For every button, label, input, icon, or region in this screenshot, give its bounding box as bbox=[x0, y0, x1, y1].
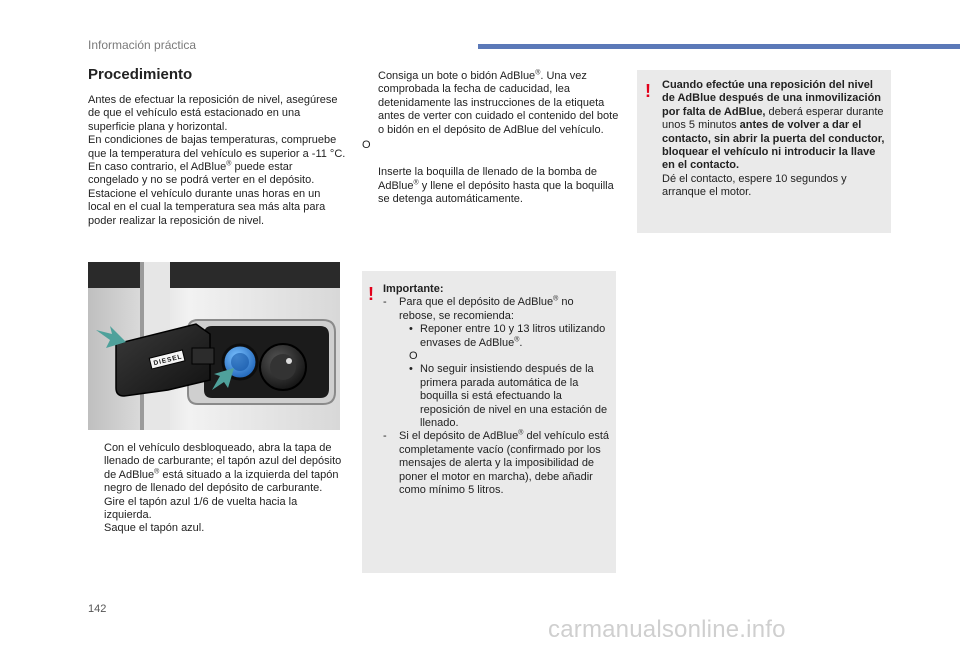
warning-paragraph-1: Cuando efectúe una reposición del nivel de AdBlue después de una inmovilización por falta de AdBlue, deberá esperar durante unos 5 minutos antes de volver a dar el contacto, sin abrir la puerta del conductor, bloquear el vehículo ni introducir la llave en el contacto. bbox=[662, 79, 885, 172]
or-separator: O bbox=[409, 350, 418, 363]
list-item: - Si el depósito de AdBlue® del vehículo está completamente vacío (confirmado por los mensajes de alerta y la imposibilidad de poner el motor en marcha), debe añadir como mínimo 5 litros. bbox=[383, 429, 610, 497]
header-accent-bar bbox=[478, 44, 960, 49]
intro-paragraph-1: Antes de efectuar la reposición de nivel, asegúrese de que el vehículo está estacionado en una superficie plana y horizontal. bbox=[88, 94, 338, 133]
page-number: 142 bbox=[88, 603, 107, 615]
list-item: Con el vehículo desbloqueado, abra la tapa de llenado de carburante; el tapón azul del depósito de AdBlue® está situado a la izquierda del tapón negro de llenado del depósito de carburante. bbox=[104, 442, 342, 495]
important-title: Importante: bbox=[383, 283, 444, 295]
warning-paragraph-2: Dé el contacto, espere 10 segundos y arranque el motor. bbox=[662, 172, 847, 199]
or-separator: O bbox=[362, 139, 371, 152]
warning-icon: ! bbox=[368, 284, 374, 304]
important-box bbox=[362, 271, 616, 573]
warning-icon: ! bbox=[645, 81, 651, 101]
steps-middle bbox=[362, 70, 624, 207]
list-item: • No seguir insistiendo después de la primera parada automática de la boquilla si está efectuando la reposición de nivel en una estación de llenado. bbox=[409, 363, 608, 430]
fuel-flap-photo bbox=[88, 262, 340, 430]
warning-box bbox=[637, 70, 891, 233]
list-item: Saque el tapón azul. bbox=[104, 522, 205, 535]
list-item: Consiga un bote o bidón AdBlue®. Una vez comprobada la fecha de caducidad, lea detenidamente las instrucciones de la etiqueta antes de verter con cuidado el contenido del bote o bidón en el depósito de AdBlue del vehículo. bbox=[378, 69, 619, 136]
list-item: Gire el tapón azul 1/6 de vuelta hacia la izquierda. bbox=[104, 495, 298, 522]
fuel-flap-illustration bbox=[88, 262, 340, 430]
list-item: Inserte la boquilla de llenado de la bomba de AdBlue® y llene el depósito hasta que la boquilla se detenga automáticamente. bbox=[378, 166, 614, 206]
watermark: carmanualsonline.info bbox=[548, 616, 786, 643]
diesel-tag: DIESEL bbox=[152, 353, 184, 368]
list-item: - Para que el depósito de AdBlue® no rebose, se recomienda: • Reponer entre 10 y 13 litros utilizando envases de AdBlue®. O • No seguir insistiendo después de la primera parada automática de la boquilla si está efectuando la reposición de nivel en una estación de llenado. bbox=[383, 296, 610, 430]
header-section-label: Información práctica bbox=[88, 38, 197, 52]
registered-mark: ® bbox=[226, 160, 232, 168]
intro-paragraph-2: En condiciones de bajas temperaturas, compruebe que la temperatura del vehículo es superior a -11 °C. En caso contrario, el AdBlue® puede estar congelado y no se podrá verter en el depósito. Estacione el vehículo durante unas horas en un local en el cual la temperatura sea más alta para poder realizar la reposición de nivel. bbox=[88, 134, 346, 227]
steps-left bbox=[88, 442, 346, 536]
procedure-heading: Procedimiento bbox=[88, 66, 193, 83]
list-item: • Reponer entre 10 y 13 litros utilizando envases de AdBlue®. bbox=[409, 323, 606, 349]
intro-text bbox=[88, 94, 346, 228]
